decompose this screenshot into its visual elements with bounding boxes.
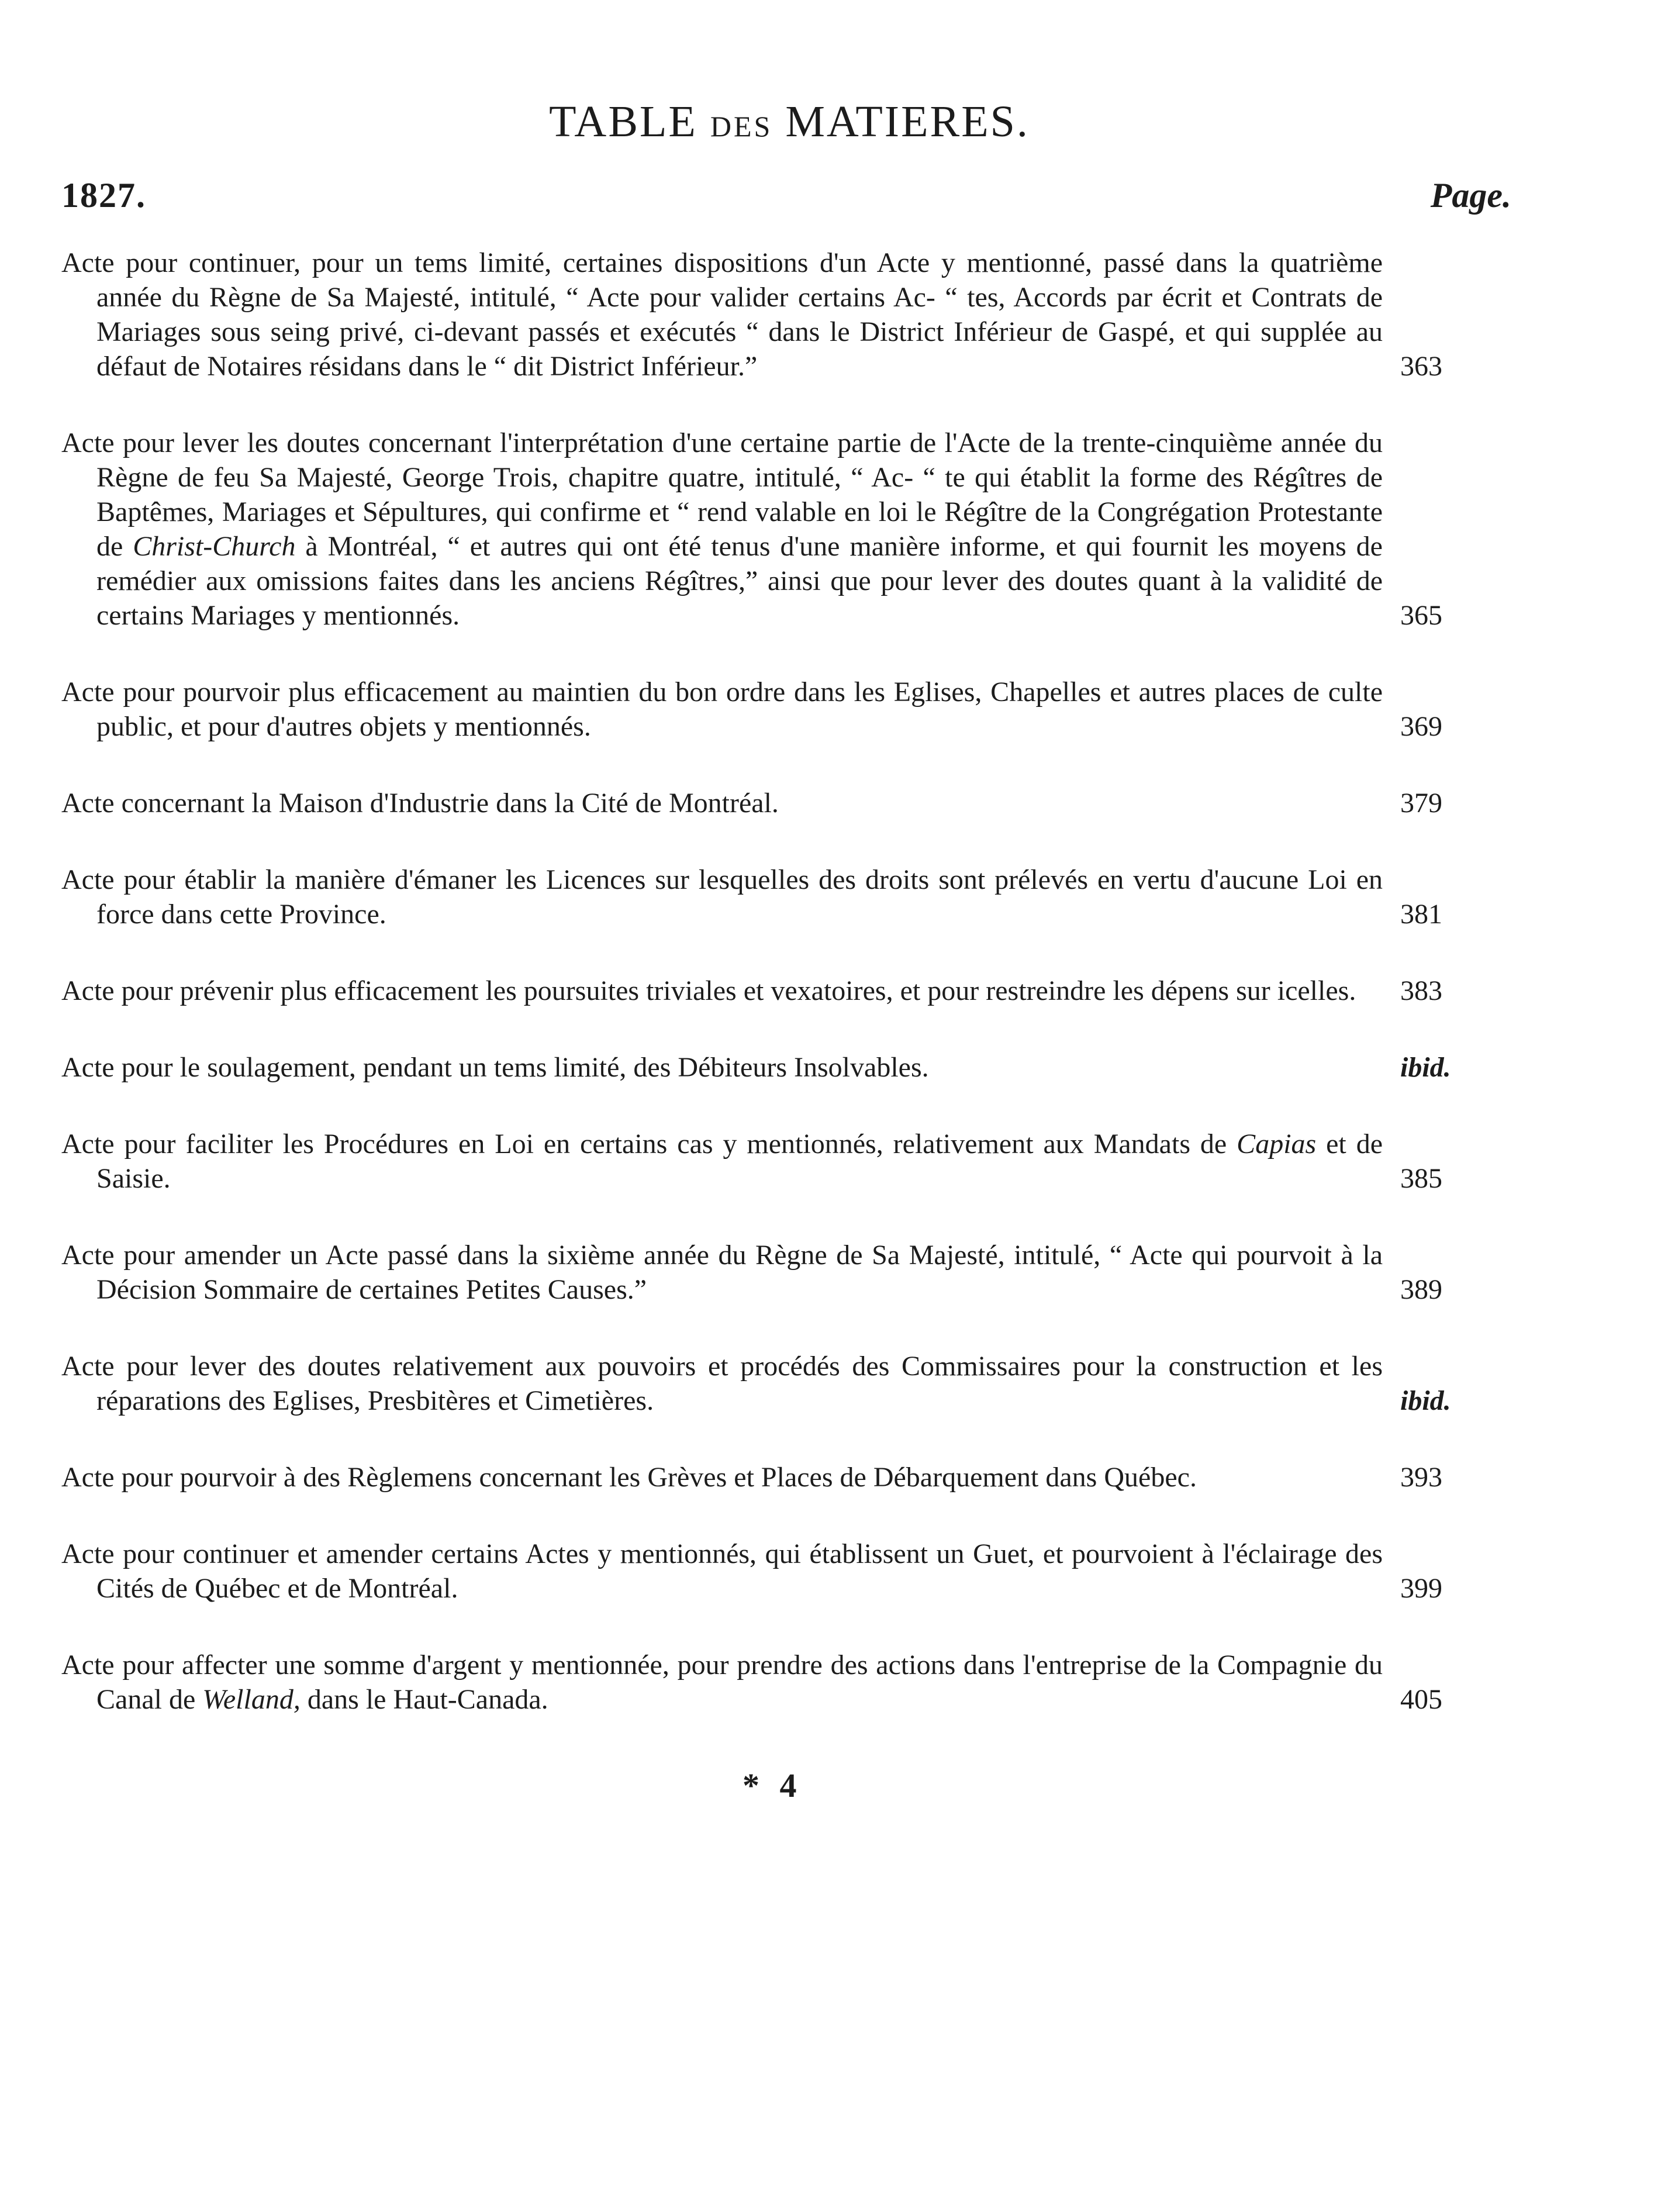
toc-entry xyxy=(61,1349,1517,1418)
entry-text xyxy=(61,1129,1383,1194)
entry-page-number: 393 xyxy=(1400,1462,1442,1493)
page-title xyxy=(0,96,1579,147)
entry-text: Acte pour prévenir plus efficacement les poursuites triviales et vexatoires, et pour restreindre les dépens sur icelles. xyxy=(61,975,1356,1006)
toc-entry xyxy=(61,1050,1517,1085)
entry-text-part: à Montréal, “ et autres qui ont été tenus d'une manière informe, et qui fournit les moyens de remédier aux omissions faites dans les anciens Régîtres,” ainsi que pour lever des doutes quant à la validité de certains Mariages y mentionnés. xyxy=(96,531,1383,631)
toc-entry xyxy=(61,1460,1517,1495)
entry-text xyxy=(61,1649,1383,1715)
entry-text: Acte pour continuer et amender certains Actes y mentionnés, qui établissent un Guet, et pourvoient à l'éclairage des Cités de Québec et de Montréal. xyxy=(61,1538,1383,1604)
entry-page-number: 405 xyxy=(1400,1684,1442,1715)
entry-text: Acte pour continuer, pour un tems limité, certaines dispositions d'un Acte y mentionné, passé dans la quatrième année du Règne de Sa Majesté, intitulé, “ Acte pour valider certains Ac- “ tes, Accords par écrit et Contrats de Mariages sous seing privé, ci-devant passés et exécutés “ dans le District Inférieur de Gaspé, et qui supplée au défaut de Notaires résidans dans le “ dit District Inférieur.” xyxy=(61,247,1383,382)
entry-page-number: 363 xyxy=(1400,351,1442,382)
entry-page-number: ibid. xyxy=(1400,1385,1451,1416)
toc-entry xyxy=(61,974,1517,1008)
signature-mark: * 4 xyxy=(743,1766,803,1804)
entry-text: Acte pour lever des doutes relativement aux pouvoirs et procédés des Commissaires pour la construction et les réparations des Eglises, Presbitères et Cimetières. xyxy=(61,1351,1383,1416)
entry-text-italic: Capias xyxy=(1237,1129,1317,1160)
entry-text-part: Acte pour affecter une somme d'argent y mentionnée, pour prendre des actions dans l'entreprise de la Compagnie du Canal de xyxy=(61,1649,1383,1715)
entry-page-number: 385 xyxy=(1400,1163,1442,1194)
title-part-des: DES xyxy=(710,110,773,143)
toc-entry xyxy=(61,1648,1517,1717)
entry-text-italic: Welland, xyxy=(202,1684,301,1715)
entry-page-number: 399 xyxy=(1400,1573,1442,1604)
entry-page-number: 389 xyxy=(1400,1274,1442,1305)
entry-text-part: Acte pour faciliter les Procédures en Loi en certains cas y mentionnés, relativement aux Mandats de xyxy=(61,1129,1237,1160)
entry-text-part: Acte pour lever les doutes concernant l'interprétation d'une certaine partie de l'Acte de la trente-cinquième année du Règne de feu Sa Majesté, George Trois, chapitre quatre, intitulé, “ Ac- “ te qui établit la forme des Régîtres de Baptêmes, Mariages et Sépultures, qui confirme et “ rend valable en loi le Régître de la Congrégation Protestante de xyxy=(61,427,1383,562)
toc-entry xyxy=(61,1537,1517,1606)
toc-entry xyxy=(61,786,1517,820)
entry-text: Acte pour établir la manière d'émaner les Licences sur lesquelles des droits sont prélevés en vertu d'aucune Loi en force dans cette Province. xyxy=(61,864,1383,930)
entry-text-part: dans le Haut-Canada. xyxy=(300,1684,548,1715)
toc-entry xyxy=(61,1238,1517,1307)
entry-text: Acte pour le soulagement, pendant un tems limité, des Débiteurs Insolvables. xyxy=(61,1052,929,1083)
entry-text: Acte concernant la Maison d'Industrie dans la Cité de Montréal. xyxy=(61,788,779,819)
toc-entry xyxy=(61,246,1517,384)
entry-page-number: 381 xyxy=(1400,899,1442,930)
page-column-label: Page. xyxy=(1430,176,1511,215)
entry-page-number: ibid. xyxy=(1400,1052,1451,1083)
toc-entry xyxy=(61,1127,1517,1196)
entry-page-number: 365 xyxy=(1400,600,1442,631)
contents-list xyxy=(61,246,1517,1759)
entry-page-number: 369 xyxy=(1400,711,1442,742)
title-part-table: TABLE xyxy=(549,97,710,146)
entry-text: Acte pour pourvoir plus efficacement au maintien du bon ordre dans les Eglises, Chapelles et autres places de culte public, et pour d'autres objets y mentionnés. xyxy=(61,677,1383,742)
entry-text: Acte pour amender un Acte passé dans la sixième année du Règne de Sa Majesté, intitulé, “ Acte qui pourvoit à la Décision Sommaire de certaines Petites Causes.” xyxy=(61,1240,1383,1305)
toc-entry xyxy=(61,426,1517,633)
entry-text-italic: Christ-Church xyxy=(133,531,296,562)
entry-page-number: 379 xyxy=(1400,788,1442,819)
toc-entry xyxy=(61,862,1517,931)
entry-page-number: 383 xyxy=(1400,975,1442,1006)
entry-text xyxy=(61,427,1383,631)
year-heading: 1827. xyxy=(61,176,146,215)
title-part-matieres: MATIERES. xyxy=(772,97,1030,146)
toc-entry xyxy=(61,675,1517,744)
entry-text-part: et de Saisie. xyxy=(96,1129,1383,1194)
entry-text: Acte pour pourvoir à des Règlemens concernant les Grèves et Places de Débarquement dans Québec. xyxy=(61,1462,1197,1493)
